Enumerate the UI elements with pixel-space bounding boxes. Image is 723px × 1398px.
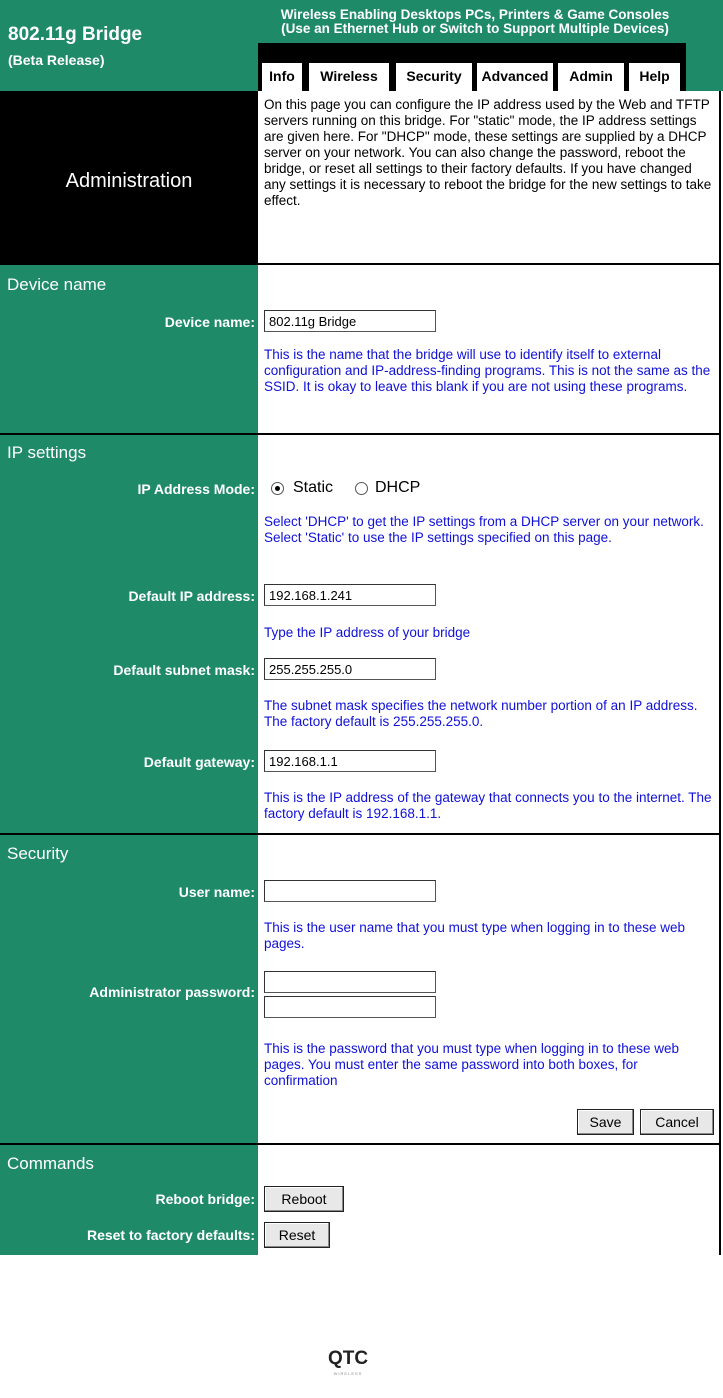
tagline-line-2: (Use an Ethernet Hub or Switch to Support Multiple Devices) bbox=[281, 21, 669, 36]
default-gateway-label: Default gateway: bbox=[143, 754, 255, 770]
qtc-logo-icon bbox=[318, 1346, 378, 1378]
admin-description: On this page you can configure the IP address used by the Web and TFTP servers running on this bridge. For "static" mode, the IP address settings are given here. For "DHCP" mode, these settings are supplied by a DHCP server on your network. You can also change the password, reboot the bridge, or reset all settings to their factory defaults. If you have changed any settings it is necessary to reboot the bridge for the new settings to take effect. bbox=[264, 97, 712, 208]
cancel-button[interactable]: Cancel bbox=[640, 1109, 714, 1135]
product-tagline bbox=[240, 8, 710, 36]
radio-dhcp[interactable] bbox=[355, 482, 368, 495]
admin-password-label: Administrator password: bbox=[89, 984, 255, 1000]
default-ip-label: Default IP address: bbox=[128, 588, 255, 604]
reboot-label: Reboot bridge: bbox=[155, 1191, 255, 1207]
reboot-button[interactable]: Reboot bbox=[264, 1186, 344, 1212]
device-name-help: This is the name that the bridge will use to identify itself to external configuration and IP-address-finding programs. This is not the same as the SSID. It is okay to leave this blank if you are not using these programs. bbox=[264, 347, 711, 394]
user-name-label: User name: bbox=[178, 884, 255, 900]
device-name-input[interactable] bbox=[264, 310, 436, 332]
admin-password-confirm-input[interactable] bbox=[264, 996, 436, 1018]
radio-static[interactable] bbox=[271, 482, 284, 495]
save-button[interactable]: Save bbox=[577, 1109, 634, 1135]
tab-security[interactable]: Security bbox=[395, 62, 473, 91]
right-border bbox=[719, 91, 721, 1255]
user-name-help: This is the user name that you must type when logging in to these web pages. bbox=[264, 920, 685, 951]
section-title-ip-settings: IP settings bbox=[7, 443, 87, 462]
ip-mode-label: IP Address Mode: bbox=[137, 481, 255, 497]
radio-dhcp-label: DHCP bbox=[375, 479, 421, 496]
page-header bbox=[0, 0, 723, 91]
logo-subtext: WIRELESS bbox=[333, 1371, 363, 1376]
default-ip-help: Type the IP address of your bridge bbox=[264, 625, 471, 640]
security-section bbox=[0, 833, 723, 1143]
default-gateway-help: This is the IP address of the gateway that connects you to the internet. The factory default is 192.168.1.1. bbox=[264, 790, 712, 821]
device-name-label: Device name: bbox=[164, 314, 255, 330]
tab-advanced[interactable]: Advanced bbox=[476, 62, 554, 91]
product-title: 802.11g Bridge bbox=[8, 24, 143, 45]
logo-text: QTC bbox=[327, 1348, 369, 1369]
section-title-device-name: Device name bbox=[7, 275, 107, 294]
section-title-commands: Commands bbox=[7, 1154, 94, 1173]
reset-label: Reset to factory defaults: bbox=[86, 1227, 255, 1243]
radio-static-label: Static bbox=[293, 479, 334, 496]
reset-button[interactable]: Reset bbox=[264, 1222, 330, 1248]
tab-help[interactable]: Help bbox=[628, 62, 681, 91]
tab-wireless[interactable]: Wireless bbox=[308, 62, 390, 91]
subnet-mask-label: Default subnet mask: bbox=[113, 662, 255, 678]
default-ip-input[interactable] bbox=[264, 584, 436, 606]
device-name-section bbox=[0, 263, 723, 433]
user-name-input[interactable] bbox=[264, 880, 436, 902]
tab-info[interactable]: Info bbox=[261, 62, 303, 91]
qtc-logo bbox=[318, 1346, 378, 1378]
subnet-mask-help: The subnet mask specifies the network number portion of an IP address. The factory default is 255.255.255.0. bbox=[264, 698, 698, 729]
product-subtitle: (Beta Release) bbox=[8, 52, 105, 68]
admin-password-input[interactable] bbox=[264, 971, 436, 993]
tab-bar bbox=[258, 43, 686, 91]
page-title: Administration bbox=[65, 170, 193, 192]
tab-admin[interactable]: Admin bbox=[557, 62, 625, 91]
default-gateway-input[interactable] bbox=[264, 750, 436, 772]
ip-mode-help: Select 'DHCP' to get the IP settings from a DHCP server on your network. Select 'Static' to use the IP settings specified on this page. bbox=[264, 514, 704, 545]
subnet-mask-input[interactable] bbox=[264, 658, 436, 680]
tagline-line-1: Wireless Enabling Desktops PCs, Printers & Game Consoles bbox=[280, 7, 670, 22]
section-title-security: Security bbox=[7, 844, 69, 863]
admin-title-block bbox=[0, 91, 258, 263]
ip-settings-section bbox=[0, 433, 723, 833]
admin-password-help: This is the password that you must type when logging in to these web pages. You must enter the same password into both boxes, for confirmation bbox=[264, 1041, 679, 1088]
commands-section bbox=[0, 1143, 723, 1255]
